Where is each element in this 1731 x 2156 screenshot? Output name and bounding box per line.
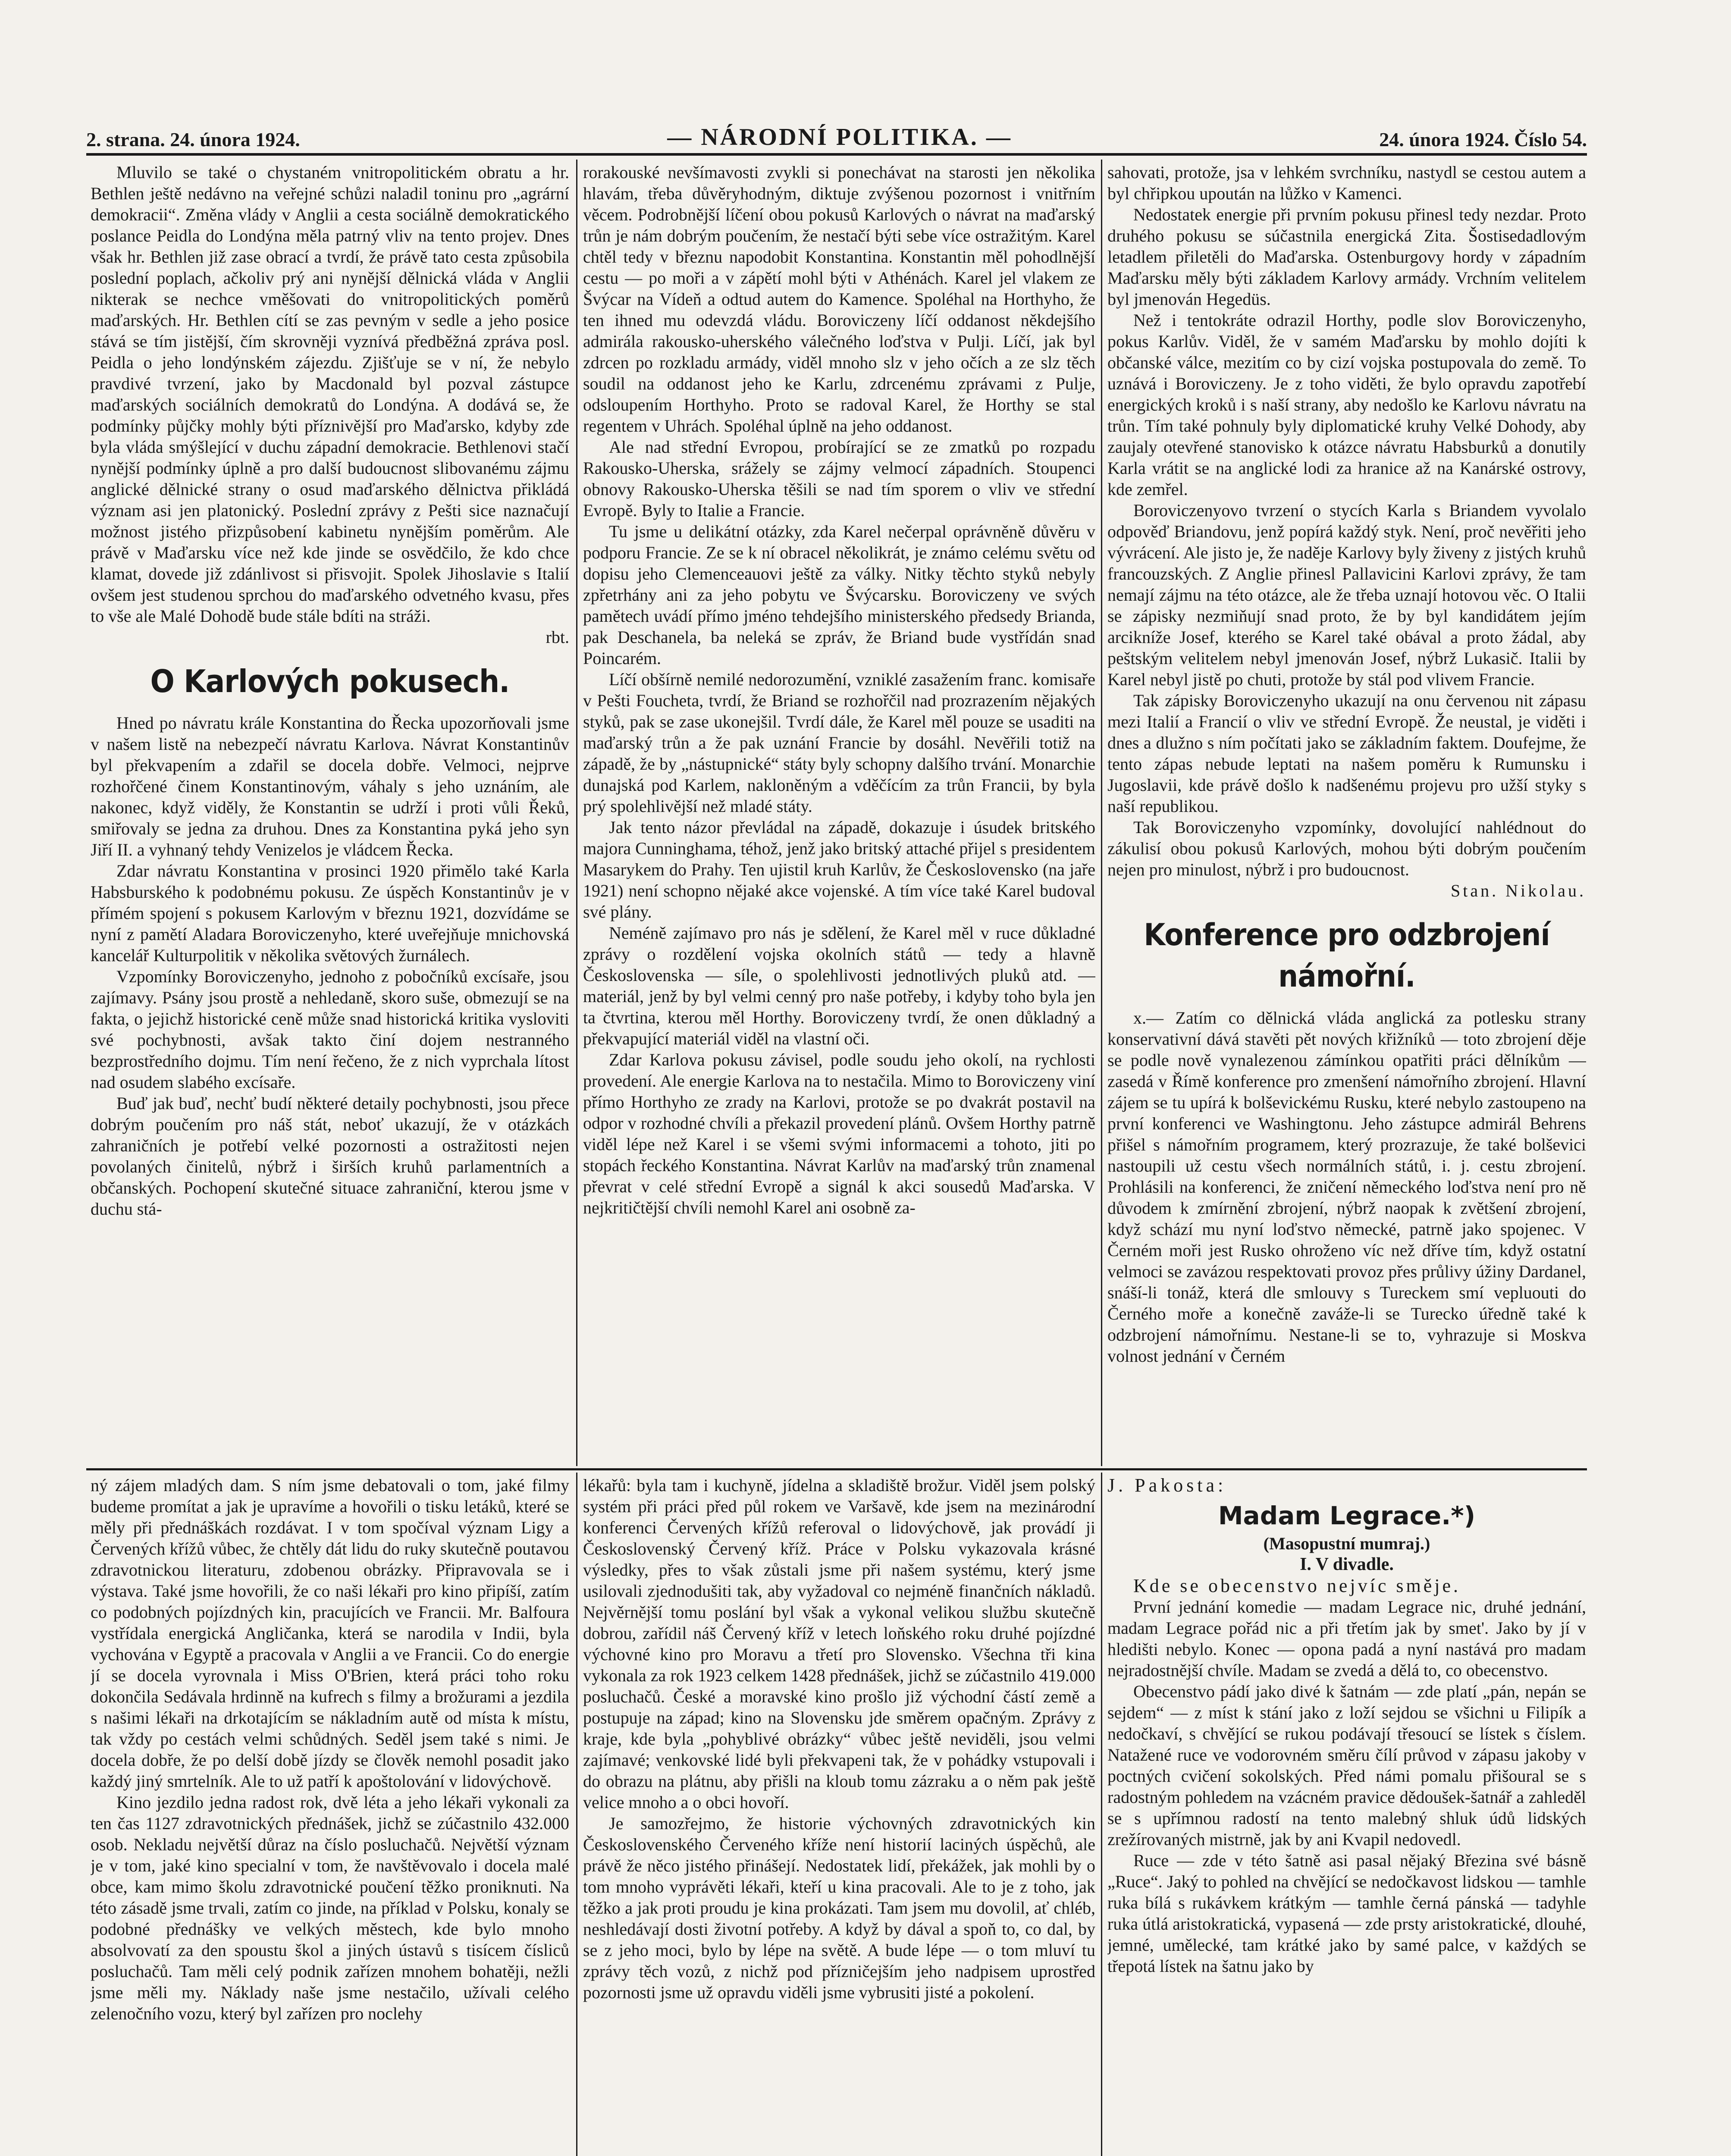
article-paragraph: Hned po návratu krále Konstantina do Řecka upozorňovali jsme v našem listě na nebezpečí návratu Karlova. Návrat Konstantinův byl překvapením a zdařil se docela dobře. Velmoci, nejprve rozhořčené činem Konstantinovým, váhaly s jeho uznáním, ale nakonec, když viděly, že Konstantin se udrží i proti vůli Řeků, smiřovaly se jedna za druhou. Dnes za Konstantina pyká jeho syn Jiří II. a vyhnaný tehdy Venizelos je vládcem Řecka.	[91, 713, 569, 859]
masthead-date-left: 2. strana. 24. února 1924.	[86, 128, 300, 150]
column-3	[1107, 162, 1586, 1466]
article-signature: Stan. Nikolau.	[1451, 881, 1586, 900]
article-paragraph: Tak zápisky Boroviczenyho ukazují na onu červenou nit zápasu mezi Italií a Francií o vliv ve střední Evropě. Že neustal, je viděti i dnes a dlužno s ním počítati jako se základním faktem. Doufejme, že tento zápas nebude leptati na našem poměru k Rumunsku i Jugoslavii, kde právě došlo k nadšenému projevu pro užší styky s naší republikou.	[1107, 691, 1586, 816]
article-paragraph: První jednání komedie — madam Legrace nic, druhé jednání, madam Legrace pořád nic a při třetím jak by smet'. Jako by jí v hledišti nebylo. Konec — opona padá a nyní nastává pro madam nejradostnější chvíle. Madam se zvedá a dělá to, co obecenstvo.	[1107, 1597, 1586, 1680]
article-paragraph: Neméně zajímavo pro nás je sdělení, že Karel měl v ruce důkladné zprávy o rozdělení vojska okolních států — tedy a hlavně Československa — síle, o spolehlivosti jednotlivých pluků atd. — materiál, jenž by byl velmi cenný pro naše potřeby, i kdyby toho byla jen ta čtvrtina, kterou měl Horthy. Boroviczeny tvrdí, že onen důkladný a překvapující materiál viděl na vlastní oči.	[583, 923, 1095, 1048]
article-paragraph: Ale nad střední Evropou, probírající se ze zmatků po rozpadu Rakousko-Uherska, srážely se zájmy velmocí západních. Stoupenci obnovy Rakousko-Uherska těšili se nad tím sporem o vliv ve střední Evropě. Byly to Italie a Francie.	[583, 437, 1095, 520]
article-paragraph: Kino jezdilo jedna radost rok, dvě léta a jeho lékaři vykonali za ten čas 1127 zdravotnických přednášek, jichž se zúčastnilo 432.000 osob. Nekladu největší důraz na číslo posluchačů. Největší význam je v tom, jaké kino specialní v tom, že navštěvovalo i docela malé obce, kam mimo školu zdravotnické poučení těžko proniknuti. Na této zásadě jsme trvali, zatím co jinde, na příklad v Polsku, konaly se podobné přednášky ve velkých městech, kde bylo mnoho absolvovatí za den spoustu škol a jiných ústavů s tisícem čísliců posluchačů. Tam měli celý podnik zařízen mnohem bohatěji, nežli jsme měli my. Náklady naše jsme nestačilo, užívali celého zelenočního vozu, který byl zařízen pro noclehy	[91, 1792, 569, 2023]
article-paragraph: Nedostatek energie při prvním pokusu přinesl tedy nezdar. Proto druhého pokusu se súčastnila energická Zita. Šostisedadlovým letadlem přiletěli do Maďarska. Ostenburgovy hordy v západním Maďarsku měly býti základem Karlovy armády. Vrchním velitelem byl jmenován Hegedüs.	[1107, 205, 1586, 309]
article-paragraph: Tu jsme u delikátní otázky, zda Karel nečerpal oprávněně důvěru v podporu Francie. Ze se k ní obracel několikrát, je známo celému světu od dopisu jeho Clemenceauovi ještě za války. Nitky těchto styků nebyly zpřetrhány ani za jeho pobytu ve Švýcarsku. Boroviczeny ve svých pamětech uvádí přímo jméno tehdejšího ministerského předsedy Brianda, pak Deschanela, ba neleká se zpráv, že Briand bude vystřídán snad Poincarém.	[583, 522, 1095, 668]
article-paragraph: Boroviczenyovo tvrzení o stycích Karla s Briandem vyvolalo odpověď Briandovu, jenž popírá každý styk. Není, proč nevěřiti jeho vývrácení. Ale jisto je, že naděje Karlovy byly živeny z jistých kruhů francouzských. Z Anglie přinesl Pallavicini Karlovi zprávy, že tam nemají zájmu na této otázce, ale že třeba uznají hotovou věc. O Italii se zápisky nezmiňují snad proto, že by byl kandidátem jejím arcikníže Josef, kterého se Karel také obával a proto žádal, aby peštským velitelem nebyl jmenován Josef, nýbrž Lukasič. Italii by Karel nebyl jistě po chuti, protože by stál pod vlivem Francie.	[1107, 501, 1586, 689]
article-paragraph: Líčí obšírně nemilé nedorozumění, vzniklé zasažením franc. komisaře v Pešti Foucheta, tvrdí, že Briand se rozhořčil nad prozrazením nějakých styků, pak se zase ukonejšil. Tvrdí dále, že Karel měl pouze se usaditi na maďarský trůn a že pak uznání Francie by dosáhl. Nevěřili totiž na západě, že by „nástupnické“ státy byly schopny dalšího trvání. Monarchie dunajská pod Karlem, nakloněným a vděčícím za trůn Francii, by byla prý spolehlivější než mladé státy.	[583, 670, 1095, 816]
article-paragraph: Je samozřejmo, že historie výchovných zdravotnických kin Československého Červeného kříže není historií laciných úspěchů, ale právě že něco jistého přinášejí. Nedostatek lidí, překážek, jak mohli by o tom mnoho vyprávěti lékaři, kteří u kina pracovali. Ale to je z toho, jak těžko a jak proti proudu je kina prokázati. Tam jsem mu dovolil, ať chléb, neshledávají dosti životní potřeby. A když by dával a spoň to, co dal, by se z jeho moci, bylo by lépe na světě. A bude lépe — o tom mluví tu zprávy těch vozů, z nichž pod přízničejším jeho nadpisem uprostřed pozornosti jsme už opravdu viděli jsme vybrusiti jisté a pokolení.	[583, 1814, 1095, 2002]
article-paragraph: Zdar návratu Konstantina v prosinci 1920 přimělo také Karla Habsburského k podobnému pokusu. Ze úspěch Konstantinův je v přímém spojení s pokusem Karlovým v březnu 1921, dozvídáme se nyní z pamětí Aladara Boroviczenyho, které uveřejňuje mnichovská kancelář Kulturpolitik v několika světových žurnálech.	[91, 861, 569, 965]
article-paragraph: Ruce — zde v této šatně asi pasal nějaký Březina své básně „Ruce“. Jaký to pohled na chvějící se nedočkavost lidskou — tamhle ruka bílá s rukávkem krátkým — tamhle černá pánská — tadyhle ruka útlá aristokratická, vypasená — zde prsty aristokratické, dlouhé, jemné, umělecké, tam krátké jako by samé palce, v každých se třepotá lístek na šatnu jako by	[1107, 1851, 1586, 1976]
feuilleton-subtitle: (Masopustní mumraj.)	[1263, 1534, 1430, 1553]
masthead	[86, 121, 1587, 151]
article-paragraph: Mluvilo se také o chystaném vnitropolitickém obratu a hr. Bethlen ještě nedávno na veřejné schůzi naladil toninu pro „agrární demokracii“. Změna vlády v Anglii a cesta sociálně demokratického poslance Peidla do Londýna měla patrný vliv na tento projev. Dnes však hr. Bethlen již zase obrací a tvrdí, že právě tato cesta způsobila poslední poplach, ačkoliv prý ani nynější dělnická vláda v Anglii nikterak se nechce vměšovati do vnitropolitických poměrů maďarských. Hr. Bethlen cítí se zas pevným v sedle a jeho posice stává se tím jistější, čím skrovněji vyznívá předběžná zpráva posl. Peidla o jeho londýnském zájezdu. Zjišťuje se v ní, že nebylo pravdivé tvrzení, jako by Macdonald byl pozval zástupce maďarských sociálních demokratů do Londýna. A dodává se, že podmínky půjčky mohly býti příznivější pro Maďarsko, kdyby zde byla vláda smýšlející v duchu západní demokracie. Bethlenovi stačí nynější podmínky úplně a pro další budoucnost slibovanému zájmu anglické dělnické strany o osud maďarského dělnictva přikládá význam asi jen platonický. Poslední zprávy z Pešti sice naznačují možnost jistého přizpůsobení kabinetu nynějším poměrům. Ale právě v Maďarsku více než kde jinde se osvědčilo, že kdo chce klamat, dovede již zdánlivost si přisvojit. Spolek Jihoslavie s Italií ovšem jest studenou sprchou do maďarského odvetného kvasu, přes to vše ale Malé Dohodě bude stále bdíti na stráži.	[91, 163, 569, 626]
newspaper-title: — NÁRODNÍ POLITIKA. —	[667, 124, 1012, 150]
article-paragraph: ný zájem mladých dam. S ním jsme debatovali o tom, jaké filmy budeme promítat a jak je upravíme a hovořili o tisku letáků, které se měly při přednáškách rozdávat. I v tom spočíval význam Ligy a Červených křížů vůbec, že chtěly dát lidu do ruky skutečně poutavou zdravotnickou literaturu, zdobenou obrázky. Připravovala se i výstava. Také jsme hovořili, že co naši lékaři pro kino připíší, zatím co podobných pojízdných kin, pracujících ve Francii. Mr. Balfoura vystřídala energická Angličanka, která se narodila v Indii, byla vychována v Egyptě a pracovala v Anglii a ve Francii. Co do energie jí se docela vyrovnala i Miss O'Brien, která práci toho roku dokončila Sedávala hrdinně na kufrech s filmy a brožurami a jezdila s našimi lékaři na drkotajícím se nákladním autě od místa k místu, tak vždy po cestách velmi schůdných. Seděl jsem také s nimi. Je docela dobře, že po delší době jízdy se člověk nemohl posadit jako každý jiný smrtelník. Ale to už patří k apoštolování v lidovýchově.	[91, 1476, 569, 1791]
article-heading-konference: Konference pro odzbrojení námořní.	[1144, 917, 1550, 994]
column-divider	[1101, 1473, 1102, 2156]
bottom-column-1	[91, 1475, 569, 2156]
article-paragraph: lékařů: byla tam i kuchyně, jídelna a skladiště brožur. Viděl jsem polský systém při práci před půl rokem ve Varšavě, kde jsem na mezinárodní konferenci Červených křížů referoval o lidovýchově, jak provádí ji Československý Červený kříž. Práce v Polsku vykazovala krásné výsledky, přes to však zůstali jsme při našem systému, který jsme usilovali zjednodušiti tak, aby vyžadoval co nejméně finančních nákladů. Nejvěrnější tomu poslání byl však a vykonal velikou službu skutečně dobrou, zařídil náš Červený kříž v letech loňského roku druhé pojízdné výchovné kino pro Moravu a třetí pro Slovensko. Všechna tři kina vykonala za rok 1923 celkem 1428 přednášek, jichž se zúčastnilo 419.000 posluchačů. České a moravské kino prošlo již východní částí země a postupuje na západ; kino na Slovensku jde směrem opačným. Zprávy z kraje, kde byla „pohyblivé obrázky“ vůbec ještě neviděli, jsou velmi zajímavé; venkovské lidé byli překvapeni tak, že v pohádky vstupovali i do obrazu na plátnu, aby přišli na kloub tomu zázraku a o něm pak ještě velice mnoho a o obci hovoří.	[583, 1476, 1095, 1812]
article-paragraph: rorakouské nevšímavosti zvykli si ponechávat na starosti jen několika hlavám, třeba důvěryhodným, diktuje zvýšenou pozornost i vnitřním věcem. Podrobnější líčení obou pokusů Karlových o návrat na maďarský trůn je nám dobrým poučením, že nestačí býti sebe více ostražitým. Karel chtěl tedy v březnu napodobit Konstantina. Konstantin měl pohodlnější cestu — po moři a v zápětí mohl býti v Athénách. Karel jel vlakem ze Švýcar na Vídeň a odtud autem do Kamence. Spoléhal na Horthyho, že ten ihned mu odevzdá vládu. Boroviczeny líčí oddanost někdejšího admirála rakousko-uherského válečného loďstva v Pulji. Líčí, jak byl zdrcen po rozkladu armády, viděl mnoho slz v jeho očích a ze slz těch soudil na oddanost jeho ke Karlu, zdrcenému zprávami z Pulje, odsloupením Horthyho. Proto se radoval Karel, že Horthy se stal regentem v Uhrách. Spoléhal úplně na jeho oddanost.	[583, 163, 1095, 436]
column-divider	[576, 1473, 577, 2156]
column-1	[91, 162, 569, 1466]
article-paragraph: sahovati, protože, jsa v lehkém svrchníku, nastydl se cestou autem a byl chřipkou upoután na lůžko v Kamenci.	[1107, 163, 1586, 203]
section-divider	[86, 1468, 1587, 1470]
article-signature: rbt.	[546, 627, 569, 647]
article-heading-karel: O Karlových pokusech.	[150, 663, 510, 699]
article-paragraph: x.— Zatím co dělnická vláda anglická za potlesku strany konservativní dává stavěti pět nových křižníků — toto zbrojení děje se podle nově vynalezenou zámínkou opatřiti práci dělníkům — zasedá v Římě konference pro zmenšení námořního zbrojení. Hlavní zájem se tu upírá k bolševickému Rusku, které nebylo zastoupeno na první konferenci ve Washingtonu. Jeho zástupce admirál Behrens přišel s námořním programem, který prozrazuje, že také bolševici nastoupili už cestu všech normálních států, i. j. cestu zbrojení. Prohlásili na konferenci, že zničení německého loďstva není pro ně důvodem k zmírnění zbrojení, nýbrž naopak k zvětšení zbrojení, když schází mu nyní loďstvo německé, patrně jako spojenec. V Černém moři jest Rusko ohroženo víc než dříve tím, když ostatní velmoci se zavázou respektovati provoz přes průlivy úžiny Dardanel, snáší-li tonáž, která dle smlouvy s Tureckem smí vepluouti do Černého moře a konečně zaváže-li se Turecko úředně také k odzbrojení námořnímu. Nestane-li se to, vyhrazuje si Moskva volnost jednání v Černém	[1107, 1008, 1586, 1366]
article-paragraph: Zdar Karlova pokusu závisel, podle soudu jeho okolí, na rychlosti provedení. Ale energie Karlova na to nestačila. Mimo to Boroviczeny viní přímo Horthyho ze zrady na Karlovi, protože se po dvakrát postavil na odpor v rozhodné chvíli a překazil provedení plánů. Ovšem Horthy patrně viděl lépe než Karel i se všemi svými informacemi a tohoto, jiti po stopách řeckého Konstantina. Návrat Karlův na maďarský trůn znamenal převrat v celé střední Evropě a signál k akci sousedů Maďarska. V nejkritičtější chvíli nemohl Karel ani osobně za-	[583, 1050, 1095, 1217]
column-divider	[576, 160, 577, 1466]
bottom-column-3	[1107, 1475, 1586, 2156]
article-paragraph: Než i tentokráte odrazil Horthy, podle slov Boroviczenyho, pokus Karlův. Viděl, že v samém Maďarsku by mohlo dojíti k občanské válce, mezitím co by cizí vojska postupovala do země. To uznává i Boroviczeny. Je z toho viděti, že bylo opravdu zapotřebí energických kroků i s naší strany, aby nedošlo ke Karlovu návratu na trůn. Tím také pohnuly byly diplomatické kruhy Velké Dohody, aby zaujaly otevřené stanovisko k otázce návratu Habsburků a donutily Karla vrátit se na anglické lodi za hranice až na Kanárské ostrovy, kde zemřel.	[1107, 310, 1586, 499]
article-paragraph: Jak tento názor převládal na západě, dokazuje i úsudek britského majora Cunninghama, téhož, jenž jako britský attaché přijel s presidentem Masarykem do Prahy. Ten ujistil kruh Karlův, že Československo (na jaře 1921) není schopno nějaké akce vojenské. A tím více také Karel budoval své plány.	[583, 818, 1095, 921]
feuilleton-section-heading: Kde se obecenstvo nejvíc směje.	[1133, 1575, 1461, 1596]
feuilleton-byline: J. Pakosta:	[1107, 1475, 1227, 1496]
column-2	[583, 162, 1095, 1466]
article-paragraph: Buď jak buď, nechť budí některé detaily pochybnosti, jsou přece dobrým poučením pro náš stát, neboť ukazují, že v otázkách zahraničních je potřebí velké pozornosti a ostražitosti nejen povolaných činitelů, nýbrž i širších kruhů parlamentních a občanských. Pochopení skutečné situace zahraniční, kterou jsme v duchu stá-	[91, 1094, 569, 1219]
article-paragraph: Obecenstvo pádí jako divé k šatnám — zde platí „pán, nepán se sejdem“ — z míst k stání jako z loží sejdou se všichni u Filipík a nedočkaví, s chvějící se rukou podávají třesoucí se lístek s číslem. Natažené ruce ve vodorovném směru čílí průvod v zápasu jakoby v poctných cvičení sokolských. Před námi pomalu přišoural se s radostným pohledem na vzácném pravice dědoušek-šatnář a zahleděl se s upřímnou radostí na tento malebný shluk údů lidských zrežírovaných mistrně, jak by ani Kvapil nedovedl.	[1107, 1682, 1586, 1849]
feuilleton-act: I. V divadle.	[1300, 1554, 1394, 1574]
masthead-rule	[86, 153, 1587, 156]
column-divider	[1101, 160, 1102, 1466]
bottom-column-2	[583, 1475, 1095, 2156]
article-paragraph: Tak Boroviczenyho vzpomínky, dovolující nahlédnout do zákulisí obou pokusů Karlových, mohou býti dobrým poučením nejen pro minulost, nýbrž i pro budoucnost.	[1107, 818, 1586, 879]
feuilleton-title: Madam Legrace.*)	[1218, 1501, 1476, 1530]
article-paragraph: Vzpomínky Boroviczenyho, jednoho z pobočníků excísaře, jsou zajímavy. Psány jsou prostě a nehledaně, skoro suše, obmezují se na fakta, o jejichž historické ceně může snad historická kritika vysloviti své pochybnosti, avšak takto činí dojem nestranného bezprostředního dojmu. Tím není řečeno, že z nich vyprchala lítost nad osudem slabého excísaře.	[91, 967, 569, 1092]
masthead-issue-right: 24. února 1924. Číslo 54.	[1379, 128, 1587, 150]
